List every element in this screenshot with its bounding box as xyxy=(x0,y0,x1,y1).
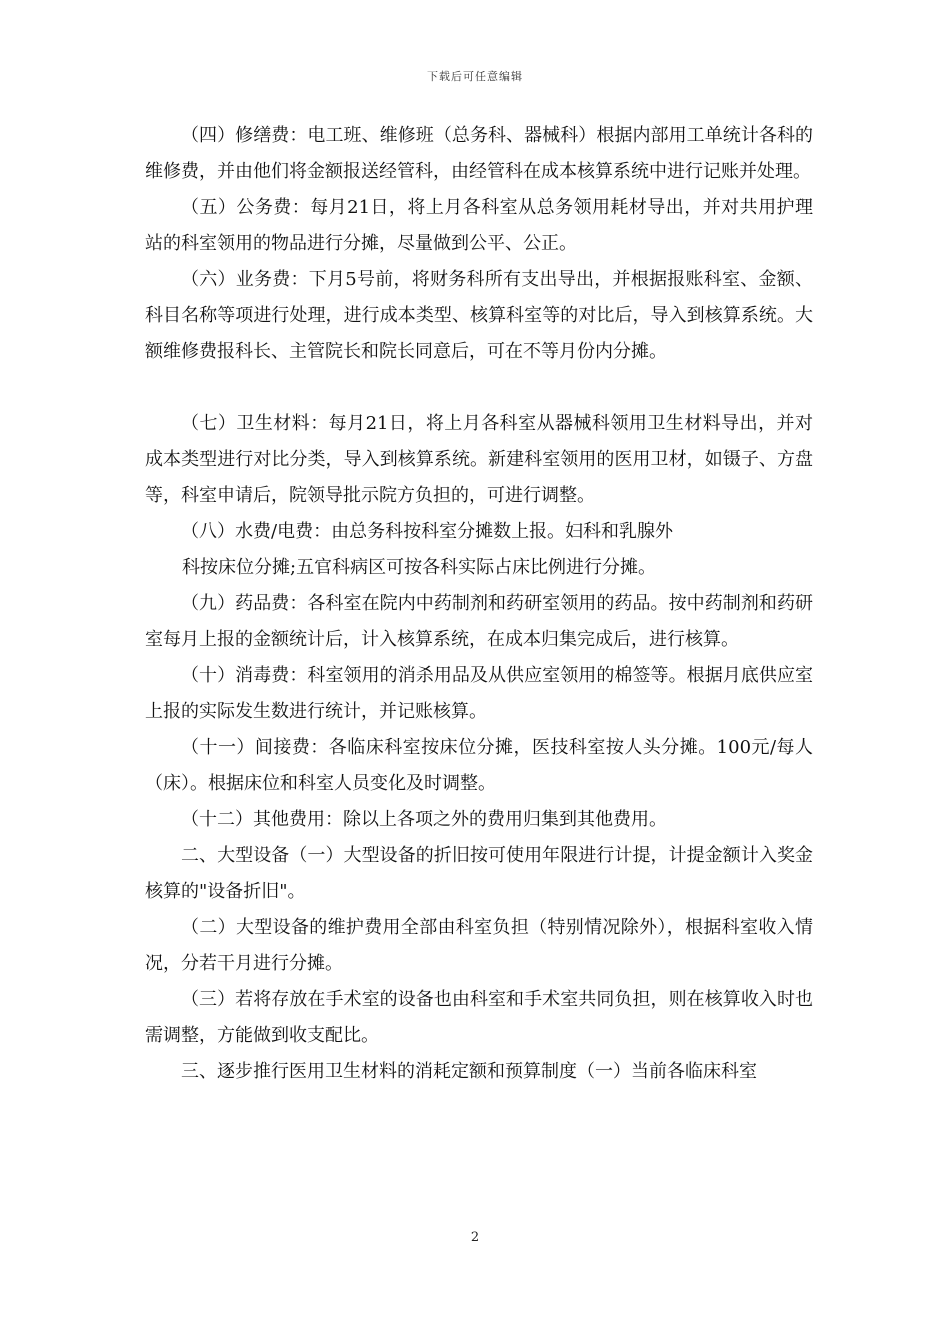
paragraph-disinfection-fee: （十）消毒费：科室领用的消杀用品及从供应室领用的棉签等。根据月底供应室上报的实际发生数进行统计，并记账核算。 xyxy=(145,665,813,722)
paragraph-repair-fee: （四）修缮费：电工班、维修班（总务科、器械科）根据内部用工单统计各科的维修费，并由他们将金额报送经管科，由经管科在成本核算系统中进行记账并处理。 xyxy=(145,125,813,182)
paragraph-large-equipment: 二、大型设备（一）大型设备的折旧按可使用年限进行计提，计提金额计入奖金核算的"设备折旧"。 xyxy=(145,845,813,902)
paragraph-indirect-fee: （十一）间接费：各临床科室按床位分摊，医技科室按人头分摊。100元/每人（床）。根据床位和科室人员变化及时调整。 xyxy=(145,737,813,794)
paragraph-other-fee: （十二）其他费用：除以上各项之外的费用归集到其他费用。 xyxy=(181,809,667,830)
paragraph-drug-fee: （九）药品费：各科室在院内中药制剂和药研室领用的药品。按中药制剂和药研室每月上报的金额统计后，计入核算系统，在成本归集完成后，进行核算。 xyxy=(145,593,813,650)
paragraph-operating-room-equipment: （三）若将存放在手术室的设备也由科室和手术室共同负担，则在核算收入时也需调整，方能做到收支配比。 xyxy=(145,989,813,1046)
blank-line xyxy=(145,370,813,406)
paragraph-equipment-maintenance: （二）大型设备的维护费用全部由科室负担（特别情况除外），根据科室收入情况，分若干月进行分摊。 xyxy=(145,917,813,974)
paragraph-office-fee: （五）公务费：每月21日，将上月各科室从总务领用耗材导出，并对共用护理站的科室领用的物品进行分摊，尽量做到公平、公正。 xyxy=(145,197,813,254)
page-number: 2 xyxy=(470,1230,480,1245)
page-header: 下载后可任意编辑 xyxy=(427,70,523,83)
paragraph-sanitary-materials: （七）卫生材料：每月21日，将上月各科室从器械科领用卫生材料导出，并对成本类型进行对比分类，导入到核算系统。新建科室领用的医用卫材，如镊子、方盘等，科室申请后，院领导批示院方负担的，可进行调整。 xyxy=(145,413,813,506)
paragraph-business-fee: （六）业务费：下月5号前，将财务科所有支出导出，并根据报账科室、金额、科目名称等项进行处理，进行成本类型、核算科室等的对比后，导入到核算系统。大额维修费报科长、主管院长和院长同意后，可在不等月份内分摊。 xyxy=(145,269,813,362)
paragraph-quota-budget: 三、逐步推行医用卫生材料的消耗定额和预算制度（一）当前各临床科室 xyxy=(181,1061,757,1082)
document-body xyxy=(145,118,813,1090)
paragraph-water-electricity-cont: 科按床位分摊;五官科病区可按各科实际占床比例进行分摊。 xyxy=(182,557,657,578)
paragraph-water-electricity: （八）水费/电费：由总务科按科室分摊数上报。妇科和乳腺外 xyxy=(181,521,674,542)
